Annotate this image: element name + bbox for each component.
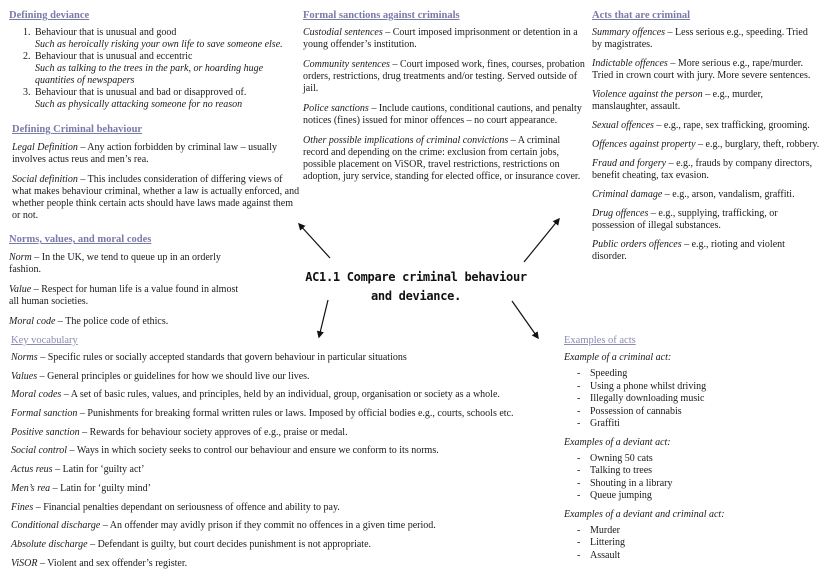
list-item: - Queue jumping — [564, 490, 820, 503]
list-item: - Talking to trees — [564, 465, 820, 478]
vocab-values — [11, 371, 556, 383]
defining-criminal-heading: Defining Criminal behaviour — [12, 124, 143, 135]
value-text: – Respect for human life is a value found in almost all human societies. — [9, 284, 239, 307]
vocab-positive-sanction-text: – Rewards for behaviour society approves of e.g., praise or medal. — [79, 426, 348, 438]
violence-term: Violence against the person — [592, 89, 703, 100]
police-sanctions-text: – Include cautions, conditional cautions, and penalty notices (fines) issued for minor offences – no court appearance. — [303, 103, 582, 126]
list-item: - Shouting in a library — [564, 478, 820, 491]
list-item: - Graffiti — [564, 418, 820, 431]
vocab-norms — [11, 352, 556, 364]
vocab-norms-term: Norms — [11, 352, 38, 363]
property-offences-term: Offences against property — [592, 139, 696, 150]
deviance-item-2-example: Such as talking to the trees in the park, or hoarding huge quantities of newspapers — [35, 63, 264, 86]
legal-definition-text: – Any action forbidden by criminal law – usually involves actus reus and men’s rea. — [12, 142, 277, 165]
vocab-fines-term: Fines — [11, 501, 34, 513]
list-item: - Possession of cannabis — [564, 406, 820, 419]
arrow-up-left — [299, 224, 330, 258]
list-item: - Illegally downloading music — [564, 393, 820, 406]
vocab-fines-text: – Financial penalties dependant on seriousness of offence and ability to pay. — [33, 501, 340, 513]
social-definition-term: Social definition — [12, 174, 78, 185]
vocab-moral-codes-text: – A set of basic rules, values, and principles, held by an individual, group, organisation or society as a whole. — [61, 389, 500, 401]
vocab-visor-text: – Violent and sex offender’s register. — [37, 557, 188, 569]
vocab-positive-sanction — [11, 427, 556, 439]
key-vocabulary-section — [11, 334, 556, 570]
other-implications-text: – A criminal record and depending on the crime: exclusion from certain jobs, possible placement on ViSOR, travel restrictions, restrictions on adoption, jury service, standing for elected office, or insurance cover. — [303, 135, 581, 182]
violence-text: – e.g., murder, manslaughter, assault. — [592, 89, 764, 112]
criminal-acts-heading: Acts that are criminal — [592, 10, 691, 21]
key-vocabulary-heading: Key vocabulary — [11, 335, 78, 346]
key-vocabulary-list — [11, 352, 556, 570]
defining-deviance-heading: Defining deviance — [9, 10, 90, 21]
vocab-visor — [11, 558, 556, 570]
vocab-conditional-discharge-term: Conditional discharge — [11, 520, 101, 532]
vocab-social-control-term: Social control — [11, 445, 68, 457]
norm-term: Norm — [9, 252, 32, 263]
deviance-item-2-text: Behaviour that is unusual and eccentric — [35, 51, 193, 62]
vocab-norms-text: – Specific rules or socially accepted standards that govern behaviour in particular situations — [37, 352, 407, 363]
deviant-criminal-act-label: Examples of a deviant and criminal act: — [564, 508, 725, 520]
vocab-social-control-text: – Ways in which society seeks to control our behaviour and ensure we conform to its norms. — [67, 445, 439, 457]
legal-definition-term: Legal Definition — [12, 142, 78, 153]
criminal-act-label: Example of a criminal act: — [564, 352, 672, 363]
public-order-term: Public orders offences — [592, 239, 682, 250]
sexual-offences-term: Sexual offences — [592, 120, 654, 131]
vocab-mens-rea-term: Men’s rea — [11, 482, 51, 494]
public-order-text: – e.g., rioting and violent disorder. — [592, 239, 785, 262]
vocab-mens-rea — [11, 483, 556, 495]
vocab-positive-sanction-term: Positive sanction — [11, 426, 80, 438]
deviance-item-3-example: Such as physically attacking someone for no reason — [35, 99, 243, 110]
formal-sanctions-heading: Formal sanctions against criminals — [303, 10, 460, 21]
vocab-absolute-discharge-text: – Defendant is guilty, but court decides punishment is not appropriate. — [87, 538, 372, 550]
vocab-moral-codes — [11, 389, 556, 401]
fraud-text: – e.g., frauds by company directors, benefit cheating, tax evasion. — [592, 158, 813, 181]
deviance-item-1-text: Behaviour that is unusual and good — [35, 27, 177, 38]
social-definition-text: – This includes consideration of differing views of what makes behaviour criminal, whether a law is actually enforced, and whether people think certain acts should have laws made against them or not. — [12, 174, 300, 221]
vocab-formal-sanction — [11, 408, 556, 420]
deviant-act-label: Examples of a deviant act: — [564, 436, 671, 448]
vocab-actus-reus-text: – Latin for ‘guilty act’ — [52, 464, 145, 476]
drug-offences-text: – e.g., supplying, trafficking, or possession of illegal substances. — [592, 208, 778, 231]
value-term: Value — [9, 284, 32, 295]
arrow-up-right — [524, 219, 559, 262]
custodial-text: – Court imposed imprisonment or detention in a young offender’s institution. — [303, 27, 578, 50]
fraud-term: Fraud and forgery — [592, 158, 667, 169]
list-item: - Littering — [564, 537, 820, 550]
summary-offences-term: Summary offences — [592, 27, 666, 38]
vocab-visor-term: ViSOR — [11, 557, 38, 569]
list-item: - Owning 50 cats — [564, 453, 820, 466]
list-item: - Speeding — [564, 368, 820, 381]
vocab-formal-sanction-text: – Punishments for breaking formal written rules or laws. Imposed by official bodies e.g., courts, schools etc. — [77, 408, 514, 420]
custodial-term: Custodial sentences — [303, 27, 383, 38]
arrow-down-right — [512, 301, 538, 338]
police-sanctions-term: Police sanctions — [303, 103, 369, 114]
center-title: AC1.1 Compare criminal behaviour and deviance. — [305, 270, 527, 303]
indictable-offences-term: Indictable offences — [592, 58, 668, 69]
examples-heading: Examples of acts — [564, 335, 636, 346]
norm-text: – In the UK, we tend to queue up in an orderly fashion. — [9, 252, 221, 275]
criminal-act-list — [564, 368, 820, 431]
vocab-actus-reus — [11, 464, 556, 476]
summary-offences-text: – Less serious e.g., speeding. Tried by magistrates. — [592, 27, 808, 50]
vocab-moral-codes-term: Moral codes — [11, 389, 62, 401]
indictable-offences-text: – More serious e.g., rape/murder. Tried in crown court with jury. More severe sentences. — [592, 58, 811, 81]
deviance-item-3-text: Behaviour that is unusual and bad or disapproved of. — [35, 87, 247, 98]
sexual-offences-text: – e.g., rape, sex trafficking, grooming. — [653, 120, 810, 131]
vocab-conditional-discharge — [11, 520, 556, 532]
vocab-social-control — [11, 445, 556, 457]
drug-offences-term: Drug offences — [592, 208, 649, 219]
property-offences-text: – e.g., burglary, theft, robbery. — [695, 139, 820, 150]
community-term: Community sentences — [303, 59, 390, 70]
deviant-criminal-act-list — [564, 525, 820, 563]
vocab-values-text: – General principles or guidelines for how we should live our lives. — [37, 370, 310, 382]
norms-heading: Norms, values, and moral codes — [9, 234, 152, 245]
criminal-damage-text: – e.g., arson, vandalism, graffiti. — [662, 189, 795, 200]
criminal-damage-term: Criminal damage — [592, 189, 663, 200]
examples-section — [564, 334, 820, 562]
vocab-absolute-discharge — [11, 539, 556, 551]
community-text: – Court imposed work, fines, courses, probation orders, restrictions, drug treatments and/or testing. Served outside of jail. — [303, 59, 585, 94]
moral-code-term: Moral code — [9, 316, 56, 327]
vocab-formal-sanction-term: Formal sanction — [11, 408, 78, 420]
vocab-absolute-discharge-term: Absolute discharge — [11, 538, 88, 550]
vocab-fines — [11, 502, 556, 514]
deviance-item-1-example: Such as heroically risking your own life to save someone else. — [35, 39, 283, 50]
list-item: - Using a phone whilst driving — [564, 381, 820, 394]
moral-code-text: – The police code of ethics. — [55, 316, 169, 327]
vocab-actus-reus-term: Actus reus — [11, 464, 53, 476]
list-item: - Assault — [564, 550, 820, 563]
vocab-conditional-discharge-text: – An offender may avidly prison if they commit no offences in a given time period. — [100, 520, 436, 532]
vocab-mens-rea-text: – Latin for ‘guilty mind’ — [50, 482, 151, 494]
deviant-act-list — [564, 453, 820, 503]
other-implications-term: Other possible implications of criminal convictions — [303, 135, 509, 146]
vocab-values-term: Values — [11, 370, 38, 382]
list-item: - Murder — [564, 525, 820, 538]
